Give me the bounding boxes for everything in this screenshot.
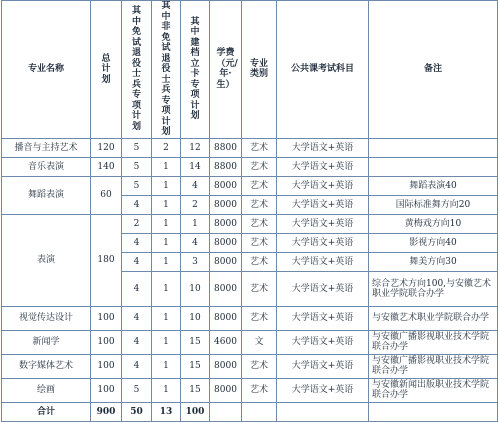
cell-archive: 14 xyxy=(181,157,210,176)
cell-retired: 4 xyxy=(122,271,152,306)
cell-total: 120 xyxy=(91,138,122,157)
cell-tuition: 8000 xyxy=(210,354,242,378)
cell-major: 舞蹈表演 xyxy=(2,176,91,214)
cell-note: 与安徽新闻出版职业技术学院联合办学 xyxy=(369,378,498,402)
cell-retired: 4 xyxy=(122,330,152,354)
table-row xyxy=(2,138,498,157)
cell-category: 艺术 xyxy=(242,306,277,330)
cell-archive: 10 xyxy=(181,271,210,306)
totals-row xyxy=(2,402,498,421)
cell-retired: 5 xyxy=(122,138,152,157)
cell-category: 艺术 xyxy=(242,271,277,306)
cell-total: 60 xyxy=(91,176,122,214)
cell-note: 与安徽广播影视职业技术学院联合办学 xyxy=(369,354,498,378)
cell-archive: 15 xyxy=(181,330,210,354)
cell-category: 艺术 xyxy=(242,378,277,402)
cell-total: 100 xyxy=(91,354,122,378)
cell-archive: 3 xyxy=(181,252,210,271)
cell-category: 艺术 xyxy=(242,138,277,157)
cell-total: 100 xyxy=(91,306,122,330)
cell-category: 艺术 xyxy=(242,195,277,214)
table-row xyxy=(2,306,498,330)
cell-major: 播音与主持艺术 xyxy=(2,138,91,157)
cell-nonretired: 1 xyxy=(152,378,181,402)
header-tuition: 学费（元/年·生） xyxy=(210,1,242,139)
table-row xyxy=(2,214,498,233)
cell-exam: 大学语文+英语 xyxy=(277,354,369,378)
cell-archive: 10 xyxy=(181,306,210,330)
cell-nonretired: 1 xyxy=(152,271,181,306)
cell-exam: 大学语文+英语 xyxy=(277,330,369,354)
cell-retired: 4 xyxy=(122,195,152,214)
totals-label: 合计 xyxy=(2,402,91,421)
cell-retired: 5 xyxy=(122,378,152,402)
cell-total: 100 xyxy=(91,330,122,354)
cell-nonretired: 1 xyxy=(152,233,181,252)
cell-major: 音乐表演 xyxy=(2,157,91,176)
cell-nonretired: 1 xyxy=(152,354,181,378)
cell-tuition: 8000 xyxy=(210,306,242,330)
cell-retired: 2 xyxy=(122,214,152,233)
cell-exam: 大学语文+英语 xyxy=(277,271,369,306)
cell-tuition: 8000 xyxy=(210,195,242,214)
cell-category: 文 xyxy=(242,330,277,354)
cell-note: 黄梅戏方向10 xyxy=(369,214,498,233)
table-row xyxy=(2,157,498,176)
cell-retired: 4 xyxy=(122,252,152,271)
table-row xyxy=(2,176,498,195)
header-category: 专业类别 xyxy=(242,1,277,139)
cell-note: 舞美方向30 xyxy=(369,252,498,271)
totals-total: 900 xyxy=(91,402,122,421)
table-row xyxy=(2,354,498,378)
header-notes: 备注 xyxy=(369,1,498,139)
cell-nonretired: 1 xyxy=(152,157,181,176)
header-non-retired-soldier: 其中非免试退役士兵专项计划 xyxy=(152,1,181,139)
totals-retired: 50 xyxy=(122,402,152,421)
cell-archive: 1 xyxy=(181,214,210,233)
table-row xyxy=(2,330,498,354)
cell-tuition: 8000 xyxy=(210,214,242,233)
cell-total: 180 xyxy=(91,214,122,306)
cell-retired: 4 xyxy=(122,233,152,252)
cell-major: 绘画 xyxy=(2,378,91,402)
cell-tuition: 8800 xyxy=(210,138,242,157)
totals-empty xyxy=(277,402,369,421)
cell-nonretired: 1 xyxy=(152,195,181,214)
cell-note: 与安徽广播影视职业技术学院联合办学 xyxy=(369,330,498,354)
cell-tuition: 8000 xyxy=(210,233,242,252)
cell-note: 与安徽艺术职业学院联合办学 xyxy=(369,306,498,330)
header-total: 总计划 xyxy=(91,1,122,139)
header-exam: 公共课考试科目 xyxy=(277,1,369,139)
cell-category: 艺术 xyxy=(242,176,277,195)
cell-retired: 4 xyxy=(122,306,152,330)
totals-empty xyxy=(369,402,498,421)
cell-total: 140 xyxy=(91,157,122,176)
cell-note: 国际标准舞方向20 xyxy=(369,195,498,214)
cell-archive: 15 xyxy=(181,378,210,402)
cell-archive: 2 xyxy=(181,195,210,214)
header-retired-soldier: 其中免试退役士兵专项计划 xyxy=(122,1,152,139)
cell-exam: 大学语文+英语 xyxy=(277,195,369,214)
cell-archive: 15 xyxy=(181,354,210,378)
cell-exam: 大学语文+英语 xyxy=(277,252,369,271)
cell-note: 舞蹈表演40 xyxy=(369,176,498,195)
cell-exam: 大学语文+英语 xyxy=(277,214,369,233)
header-archive: 其中建档立卡专项计划 xyxy=(181,1,210,139)
cell-nonretired: 1 xyxy=(152,252,181,271)
cell-note xyxy=(369,138,498,157)
cell-exam: 大学语文+英语 xyxy=(277,378,369,402)
cell-tuition: 8000 xyxy=(210,378,242,402)
cell-exam: 大学语文+英语 xyxy=(277,306,369,330)
cell-nonretired: 1 xyxy=(152,214,181,233)
cell-archive: 4 xyxy=(181,176,210,195)
cell-retired: 5 xyxy=(122,176,152,195)
cell-note: 综合艺术方向100,与安徽艺术职业学院联合办学 xyxy=(369,271,498,306)
enrollment-plan-table xyxy=(1,0,498,422)
cell-nonretired: 1 xyxy=(152,306,181,330)
cell-category: 艺术 xyxy=(242,252,277,271)
header-row xyxy=(2,1,498,139)
header-major: 专业名称 xyxy=(2,1,91,139)
cell-major: 视觉传达设计 xyxy=(2,306,91,330)
cell-note xyxy=(369,157,498,176)
cell-nonretired: 2 xyxy=(152,138,181,157)
cell-exam: 大学语文+英语 xyxy=(277,157,369,176)
cell-retired: 4 xyxy=(122,354,152,378)
cell-tuition: 8800 xyxy=(210,157,242,176)
cell-exam: 大学语文+英语 xyxy=(277,176,369,195)
cell-tuition: 8000 xyxy=(210,252,242,271)
cell-category: 艺术 xyxy=(242,214,277,233)
cell-archive: 4 xyxy=(181,233,210,252)
totals-archive: 100 xyxy=(181,402,210,421)
cell-exam: 大学语文+英语 xyxy=(277,138,369,157)
cell-note: 影视方向40 xyxy=(369,233,498,252)
totals-nonretired: 13 xyxy=(152,402,181,421)
cell-exam: 大学语文+英语 xyxy=(277,233,369,252)
cell-retired: 5 xyxy=(122,157,152,176)
cell-category: 艺术 xyxy=(242,233,277,252)
cell-tuition: 4600 xyxy=(210,330,242,354)
cell-category: 艺术 xyxy=(242,354,277,378)
cell-archive: 12 xyxy=(181,138,210,157)
cell-total: 100 xyxy=(91,378,122,402)
cell-major: 表演 xyxy=(2,214,91,306)
totals-empty xyxy=(210,402,242,421)
cell-major: 新闻学 xyxy=(2,330,91,354)
cell-nonretired: 1 xyxy=(152,176,181,195)
cell-tuition: 8000 xyxy=(210,271,242,306)
cell-tuition: 8000 xyxy=(210,176,242,195)
table-row xyxy=(2,378,498,402)
totals-empty xyxy=(242,402,277,421)
cell-nonretired: 1 xyxy=(152,330,181,354)
cell-major: 数字媒体艺术 xyxy=(2,354,91,378)
cell-category: 艺术 xyxy=(242,157,277,176)
